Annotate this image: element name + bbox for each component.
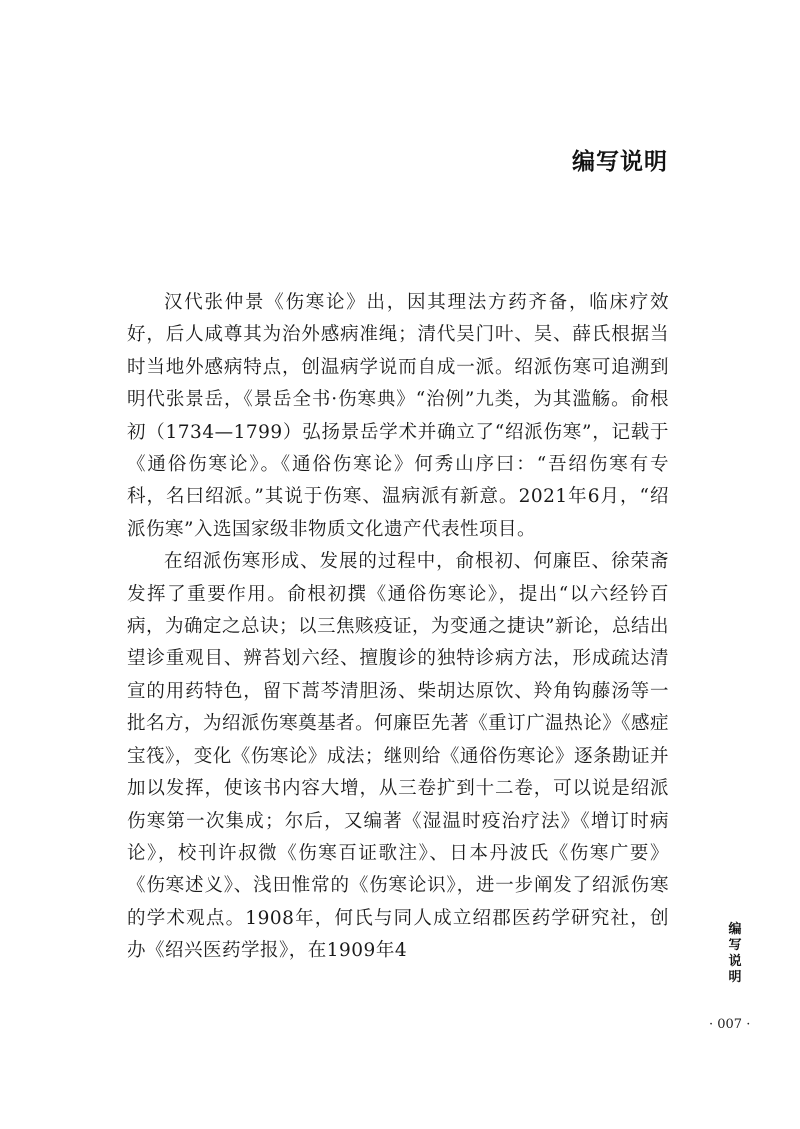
paragraph: 汉代张仲景《伤寒论》出，因其理法方药齐备，临床疗效好，后人咸尊其为治外感病准绳；清代吴门叶、吴、薛氏根据当时当地外感病特点，创温病学说而自成一派。绍派伤寒可追溯到明代张景岳，《景岳全书·伤寒典》“治例”九类，为其滥觞。俞根初（1734—1799）弘扬景岳学术并确立了“绍派伤寒”，记载于《通俗伤寒论》。《通俗伤寒论》何秀山序曰：“吾绍伤寒有专科，名曰绍派。”其说于伤寒、温病派有新意。2021年6月，“绍派伤寒”入选国家级非物质文化遗产代表性项目。 [127,292,669,540]
paragraph: 在绍派伤寒形成、发展的过程中，俞根初、何廉臣、徐荣斋发挥了重要作用。俞根初撰《通俗伤寒论》，提出“以六经钤百病，为确定之总诀；以三焦赅疫证，为变通之捷诀”新论，总结出望诊重观目、辨苔划六经、擅腹诊的独特诊病方法，形成疏达清宣的用药特色，留下蒿芩清胆汤、柴胡达原饮、羚角钩藤汤等一批名方，为绍派伤寒奠基者。何廉臣先著《重订广温热论》《感症宝筏》，变化《伤寒论》成法；继则给《通俗伤寒论》逐条勘证并加以发挥，使该书内容大增，从三卷扩到十二卷，可以说是绍派伤寒第一次集成；尔后，又编著《湿温时疫治疗法》《增订时病论》，校刊许叔微《伤寒百证歌注》、日本丹波氏《伤寒广要》《伤寒述义》、浅田惟常的《伤寒论识》，进一步阐发了绍派伤寒的学术观点。1908年，何氏与同人成立绍郡医药学研究社，创办《绍兴医药学报》，在1909年4 [127,551,669,962]
running-head-char: 明 [728,970,742,985]
running-head [728,922,742,986]
running-head-char: 说 [728,954,742,969]
page-title: 编写说明 [572,149,668,175]
running-head-char: 写 [728,938,742,953]
running-head-char: 编 [728,922,742,937]
body-text [127,287,669,968]
page-number: · 007 · [709,1017,751,1032]
